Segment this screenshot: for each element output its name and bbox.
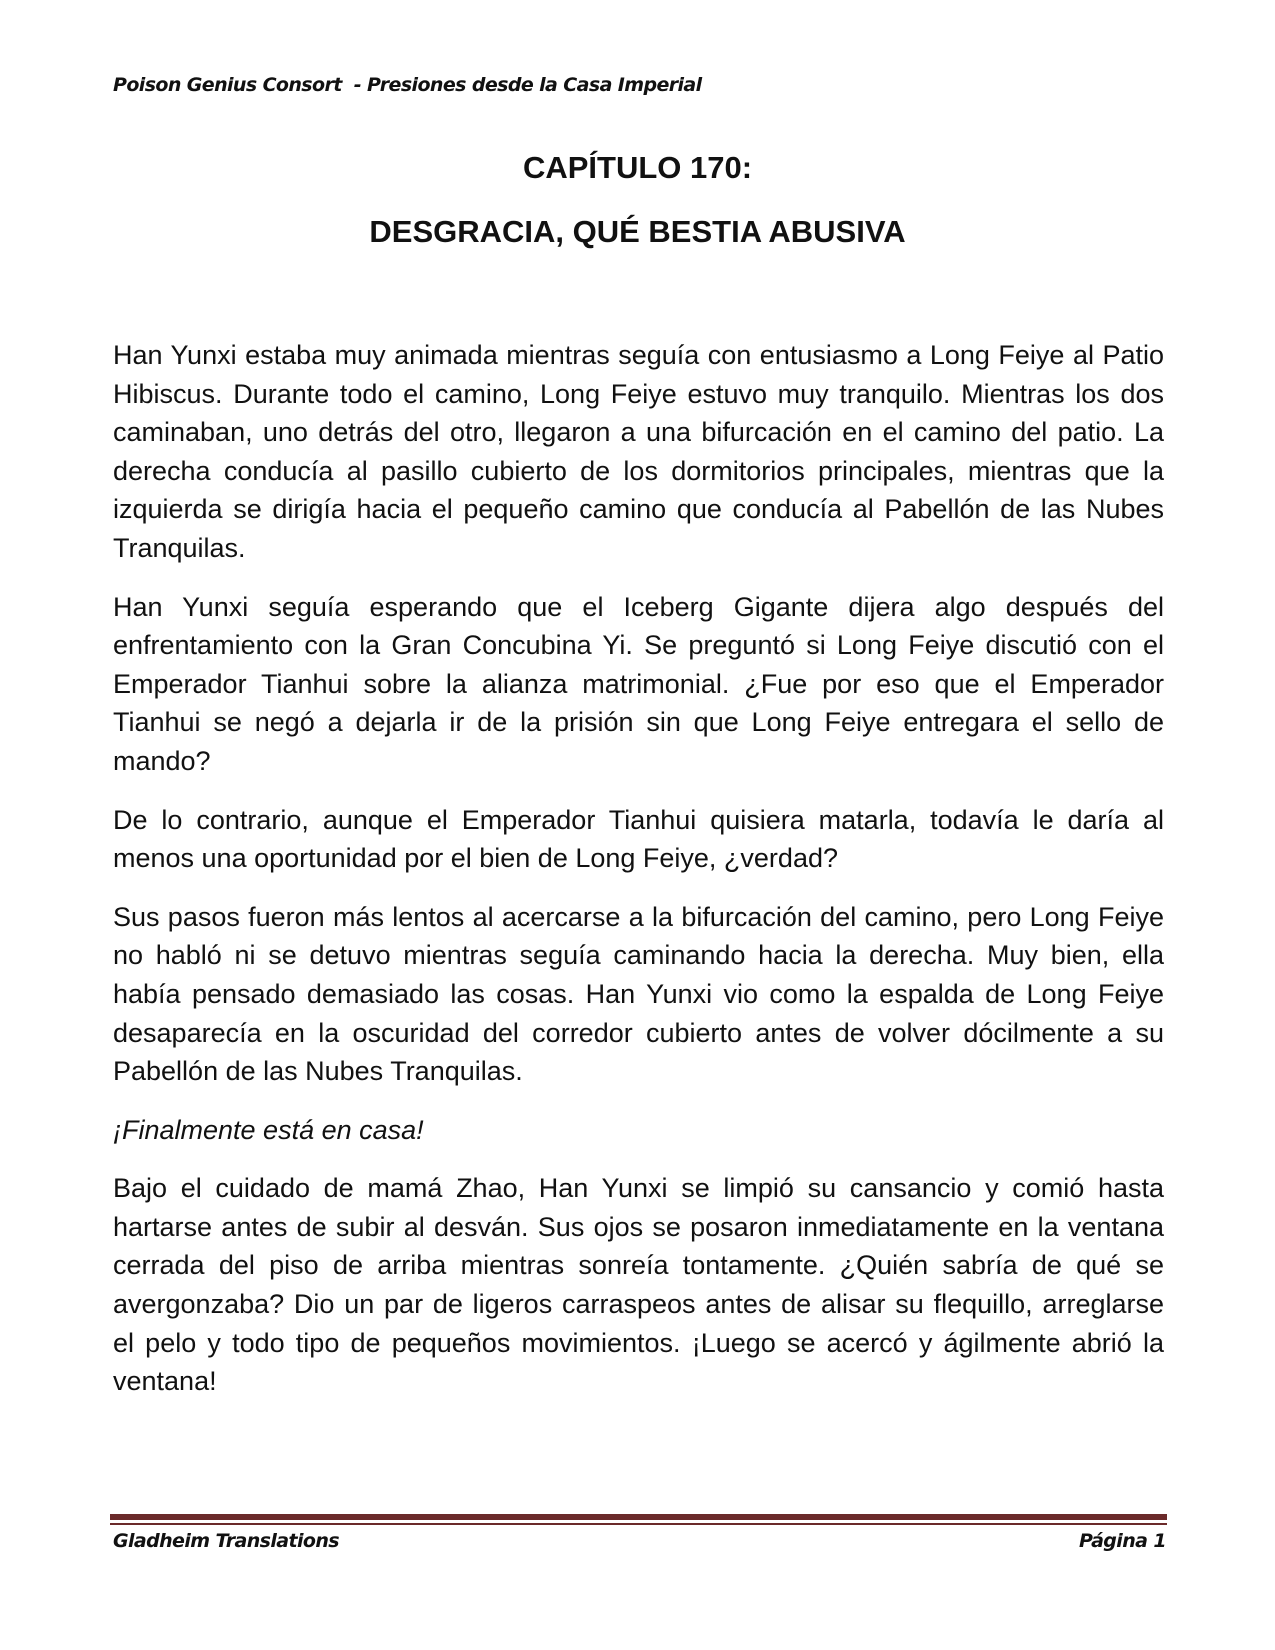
running-header: Poison Genius Consort - Presiones desde la Casa Imperial — [113, 74, 702, 96]
footer-divider-thin — [110, 1523, 1167, 1525]
paragraph: De lo contrario, aunque el Emperador Tianhui quisiera matarla, todavía le daría al menos una oportunidad por el bien de Long Feiye, ¿verdad? — [113, 804, 1164, 874]
paragraph: Han Yunxi seguía esperando que el Iceberg Gigante dijera algo después del enfrentamiento con la Gran Concubina Yi. Se preguntó si Long Feiye discutió con el Emperador Tianhui sobre la alianza matrimonial. ¿Fue por eso que el Emperador Tianhui se negó a dejarla ir de la prisión sin que Long Feiye entregara el sello de mando? — [113, 591, 1164, 776]
page-number: Página 1 — [1078, 1530, 1166, 1552]
chapter-number: CAPÍTULO 170: — [522, 150, 753, 185]
chapter-title: DESGRACIA, QUÉ BESTIA ABUSIVA — [369, 214, 906, 249]
chapter-body — [113, 336, 1164, 1421]
paragraph-italic: ¡Finalmente está en casa! — [113, 1114, 424, 1145]
paragraph: Sus pasos fueron más lentos al acercarse a la bifurcación del camino, pero Long Feiye no habló ni se detuvo mientras seguía caminando hacia la derecha. Muy bien, ella había pensado demasiado las cosas. Han Yunxi vio como la espalda de Long Feiye desaparecía en la oscuridad del corredor cubierto antes de volver dócilmente a su Pabellón de las Nubes Tranquilas. — [113, 901, 1164, 1087]
footer-publisher: Gladheim Translations — [113, 1530, 339, 1552]
paragraph: Han Yunxi estaba muy animada mientras seguía con entusiasmo a Long Feiye al Patio Hibiscus. Durante todo el camino, Long Feiye estuvo muy tranquilo. Mientras los dos caminaban, uno detrás del otro, llegaron a una bifurcación en el camino del patio. La derecha conducía al pasillo cubierto de los dormitorios principales, mientras que la izquierda se dirigía hacia el pequeño camino que conducía al Pabellón de las Nubes Tranquilas. — [113, 340, 1164, 563]
footer-divider — [110, 1514, 1167, 1520]
paragraph: Bajo el cuidado de mamá Zhao, Han Yunxi se limpió su cansancio y comió hasta hartarse antes de subir al desván. Sus ojos se posaron inmediatamente en la ventana cerrada del piso de arriba mientras sonreía tontamente. ¿Quién sabría de qué se avergonzaba? Dio un par de ligeros carraspeos antes de alisar su flequillo, arreglarse el pelo y todo tipo de pequeños movimientos. ¡Luego se acercó y ágilmente abrió la ventana! — [113, 1173, 1164, 1397]
